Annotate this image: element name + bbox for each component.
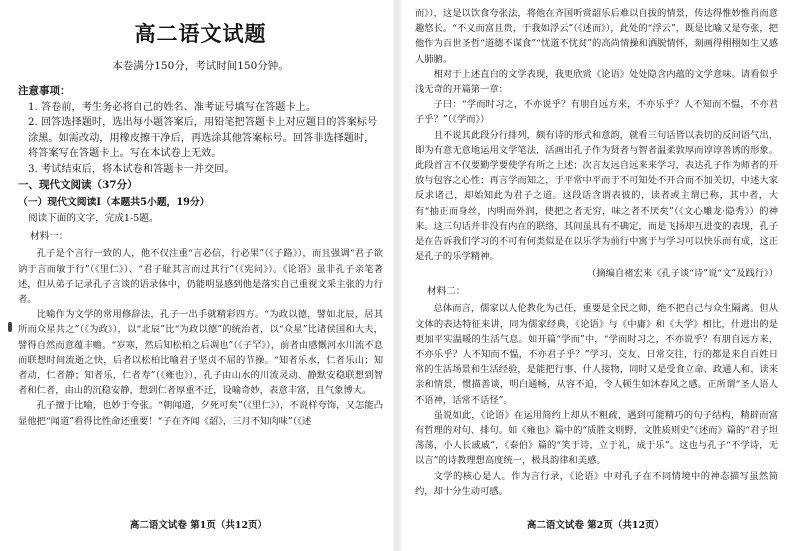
material-1-label: 材料一：: [30, 231, 69, 243]
section-heading: 一、现代文阅读（37分）: [18, 179, 138, 192]
paragraph: 虽说如此，《论语》在运用简约上却从不粗疏，遇到可能精巧的句子结构，精辟而富有哲理的对句、排句。如《雍也》篇中的“质胜文则野，文胜质则史”《述而》篇的“君子坦荡荡，小人长戚戚”，《泰伯》篇的“笑于诗，立于礼，成于乐”。这也与孔子“不学诗，无以言”的诗教理想高度统一，极具韵律和美感。: [415, 409, 778, 467]
notice-1: 1. 答卷前，考生务必将自己的姓名、准考证号填写在答题卡上。: [28, 102, 317, 113]
paragraph: 且不说其此段分行排列，颇有诗的形式和意韵，就看三句话皆以表切的反问语气出，即为有意无意地运用文学笔法，活画出孔子作为贤者与智者温柔敦厚而谆谆善诱的形象。此段首言不仅要勤学要使学有所之上述；次言友远自远来来学习，表达孔子作为师者的开放与包容之心性；再言学而知之，于平常中平而于不可知处不开合而不加关切，中述大家反求诸己，却始知此为君子之道。这段话含谓表彼的，读者或主谓已称，其中者，大有“抽正而身丝，内明而外润，使把之者无穷，味之者不厌矣”（《文心雕龙·隐秀》）的神来。这三句话并非没有内在的联络，其间虽具有不确定，而是飞扬却互进变的表现，孔子是在告诉我们学习的不可有何类似是在以乐学为前行中寓于与学习可以快乐而有成，这正是孔子的乐学精神。: [415, 129, 778, 263]
paragraph: 相对于上述直白的文学表现，我更欣赏《论语》处处隐含内蕴的文学意味。请看似乎浅无奇的开篇第一章：: [415, 68, 778, 96]
exam-title: 高二语文试题: [134, 21, 267, 46]
source-attribution: （摘编自褚宏来《孔子谈“诗”说“文”及践行》）: [586, 268, 778, 280]
page-2: [397, 0, 794, 551]
notice-heading: 注意事项：: [18, 85, 71, 97]
notice-2: 2. 回答选择题时，选出每小题答案后，用铅笔把答题卡上对应题目的答案标号涂黑。如需改动，用橡皮擦干净后，再选涂其他答案标号。回答非选择题时，将答案写在答题卡上。写在本试卷上无效。: [28, 117, 378, 160]
subsection-heading: （一）现代文阅读Ⅰ（本题共5小题，19分）: [18, 197, 210, 209]
paragraph: 孔子擅于比喻，也妙于夸张。“朝闻道，夕死可矣”（《里仁》），不说样夸饰，又怎能凸显他把“闻道”看得比性命还重要！“子在齐闻《韶》，三月不知肉味”（《述: [18, 400, 383, 427]
margin-mark: [8, 322, 12, 332]
paragraph: 文学的核心是人。作为言行录，《论语》中对孔子在不同情境中的神态描写虽然简约，却十分生动可感。: [415, 470, 778, 497]
material-2-label: 材料二：: [427, 286, 466, 298]
paragraph: 比喻作为文学的常用修辞法，孔子一出手就精彩四方。“为政以德，譬如北辰，居其所而众星共之”（《为政》），以“北辰”比“为政以德”的统治者，以“众星”比诸侯国和大夫，譬得自然而意蕴丰赡。“岁寒，然后知松柏之后凋也”（《子罕》），前者由感慨河水川流不息而联想时间流逝之快，后者以松柏比喻君子坚贞不屈的节操。“知者乐水，仁者乐山；知者动，仁者静；知者乐，仁者寿”（《雍也》），孔子由山水的川流灵动、静默安稳联想到智者和仁者，由山的沉稳安静，想到仁者厚重不迁，设喻奇妙，表意丰富，且气象博大。: [18, 309, 383, 397]
exam-subtitle: 本卷满分150分，考试时间150分钟。: [112, 60, 289, 72]
notice-3: 3. 考试结束后，将本试卷和答题卡一并交回。: [28, 163, 235, 175]
page-footer: 高二语文试卷 第1页（共12页）: [129, 520, 268, 531]
paragraph: 而》），这是以饮食夸张法，将他在齐国听赏韶乐后难以自拔的情景，传达得惟妙惟肖而意趣悠长。“不义而富且贵，于我如浮云”（《述而》），此处的“浮云”，既是比喻又是夸张，把他作为百世圣哲“道德不谋食”“忧道不忧贫”的高尚情操和洒脱情怀，刻画得栩栩如生又感人肺腑。: [415, 8, 778, 65]
paragraph: 总体而言，儒家以人伦教化为己任，重要是全民之师，绝不把自己与众生隔离。但从文体的表达特征来讲，同为儒家经典，《论语》与《中庸》和《大学》相比，什进出的是更加平实温暖的生活气息。如开篇“学而”中，“学而时习之，不亦说乎？有朋自远方来，不亦乐乎？人不知而不愠，不亦君子乎？”学习、交友、日常交往，行的都是来自百姓日常的生活场景和生活经验，是能把行事、什人接物，同时又是受食立命、政通人和、读来亲和情景，惯描善谈，明白通畅，从容不迫，令人顿生如沐春风之感。正所谓“圣人语人不语神，话常不话怪”。: [415, 303, 778, 406]
paragraph: 孔子是个言行一致的人，他不仅注重“言必信，行必果”（《子路》），而且强调“君子欲讷于言而敏于行”（《里仁》）、“君子耻其言而过其行”（《宪问》）。《论语》虽非孔子亲笔著述，但从弟子记录孔子言谈的语录体中，仍能明显感到他是落实自己重视文采主张的力行者。: [18, 248, 383, 306]
instruction-text: 阅读下面的文字，完成1-5题。: [28, 213, 159, 225]
quote-paragraph: 子曰：“学而时习之，不亦说乎？有朋自远方来，不亦乐乎？人不知而不愠，不亦君子乎？”（《学而》）: [415, 99, 778, 126]
page-footer: 高二语文试卷 第2页（共12页）: [526, 520, 665, 531]
